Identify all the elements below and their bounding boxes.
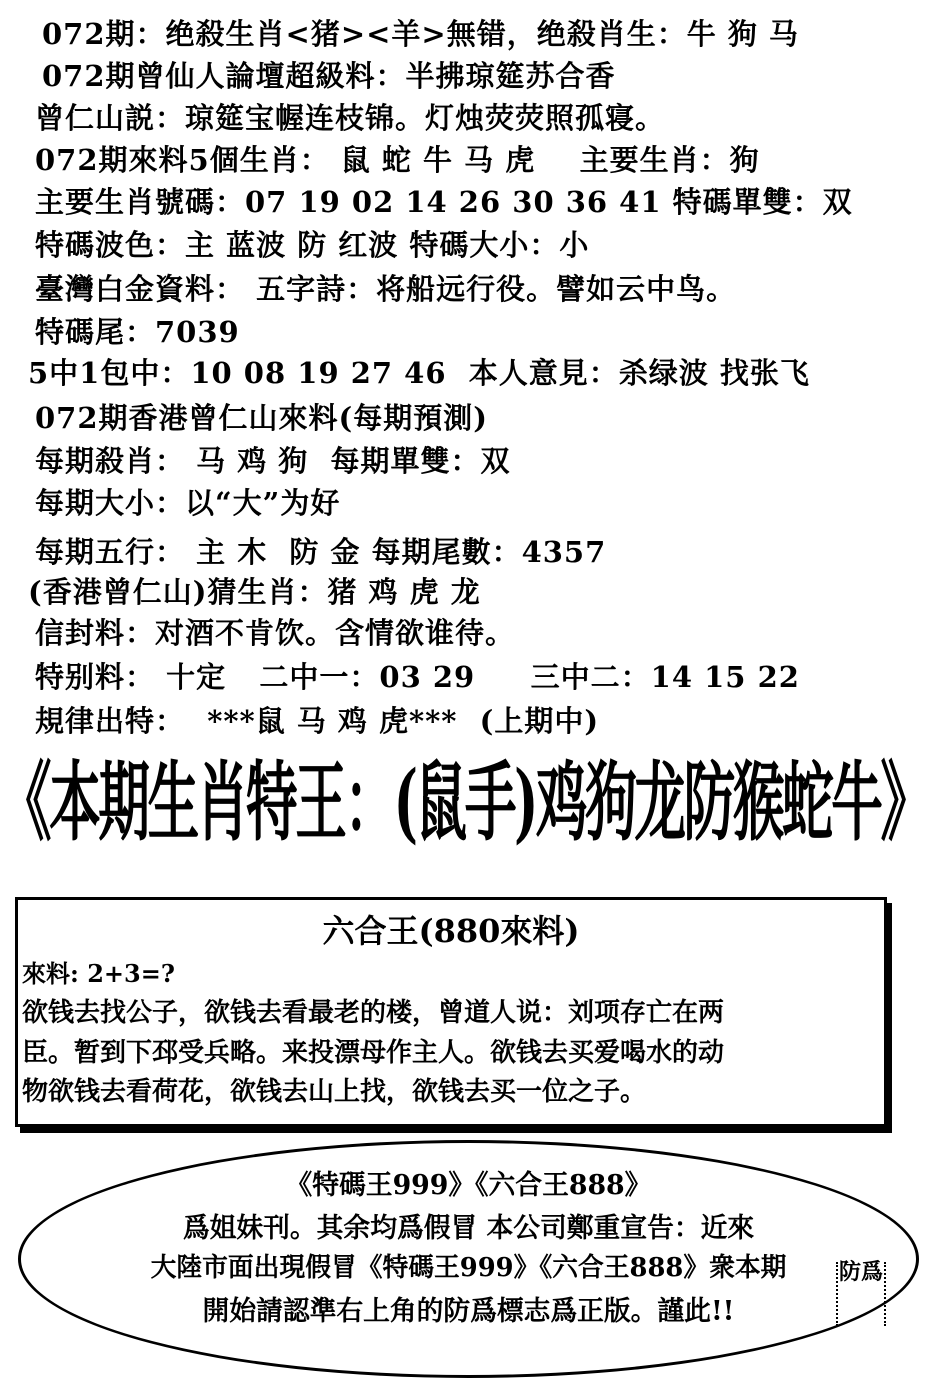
line-15: 信封料：对酒不肯饮。含情欲谁待。 (35, 616, 516, 650)
oval-line-1: 《特碼王999》《六合王888》 (285, 1170, 652, 1201)
box-line-4: 物欲钱去看荷花，欲钱去山上找，欲钱去买一位之子。 (22, 1077, 647, 1107)
liuhe-box (15, 897, 887, 1127)
line-4: 072期來料5個生肖： 鼠 蛇 牛 马 虎 主要生肖：狗 (35, 143, 760, 177)
anti-fake-stamp: 防爲 (836, 1262, 886, 1326)
line-12: 每期大小：以“大”为好 (35, 486, 341, 520)
line-10: 072期香港曾仁山來料(每期預測) (35, 401, 488, 435)
line-11: 每期殺肖： 马 鸡 狗 每期單雙：双 (35, 444, 511, 478)
oval-line-3: 大陸市面出現假冒《特碼王999》《六合王888》衆本期 (150, 1253, 787, 1283)
oval-line-4: 開始請認準右上角的防爲標志爲正版。謹此!! (202, 1296, 735, 1327)
line-5: 主要生肖號碼：07 19 02 14 26 30 36 41 特碼單雙：双 (35, 185, 853, 219)
line-14: (香港曾仁山)猜生肖：猪 鸡 虎 龙 (28, 575, 481, 609)
line-8: 特碼尾：7039 (35, 315, 240, 349)
line-16: 特别料： 十定 二中一：03 29 三中二：14 15 22 (35, 660, 800, 694)
line-3: 曾仁山説：琼筵宝幄连枝锦。灯烛荧荧照孤寝。 (35, 101, 666, 135)
box-line-2: 欲钱去找公子，欲钱去看最老的楼，曾道人说：刘项存亡在两 (22, 998, 725, 1028)
box-line-3: 臣。暂到下邳受兵略。来投漂母作主人。欲钱去买爱喝水的动 (22, 1038, 725, 1068)
line-1: 072期：绝殺生肖<猪><羊>無错，绝殺肖生：牛 狗 马 (42, 17, 799, 51)
banner-headline: 《本期生肖特王：(鼠手)鸡狗龙防猴蛇牛》 (0, 752, 930, 853)
line-13: 每期五行： 主 木 防 金 每期尾數：4357 (35, 535, 607, 569)
line-6: 特碼波色：主 蓝波 防 红波 特碼大小：小 (35, 228, 590, 262)
box-line-1: 來料: 2+3=? (22, 959, 175, 988)
line-17: 規律出特： ***鼠 马 鸡 虎*** (上期中) (35, 704, 600, 738)
line-7: 臺灣白金資料： 五字詩：将船远行役。譬如云中鸟。 (35, 272, 737, 306)
notice-oval (18, 1140, 919, 1378)
line-2: 072期曾仙人論壇超級料：半拂琼筵苏合香 (42, 59, 616, 93)
box-title: 六合王(880來料) (322, 912, 580, 950)
oval-line-2: 爲姐妹刊。其余均爲假冒 本公司鄭重宣告：近來 (182, 1213, 755, 1244)
line-9: 5中1包中：10 08 19 27 46 本人意見：杀绿波 找张飞 (28, 356, 810, 390)
